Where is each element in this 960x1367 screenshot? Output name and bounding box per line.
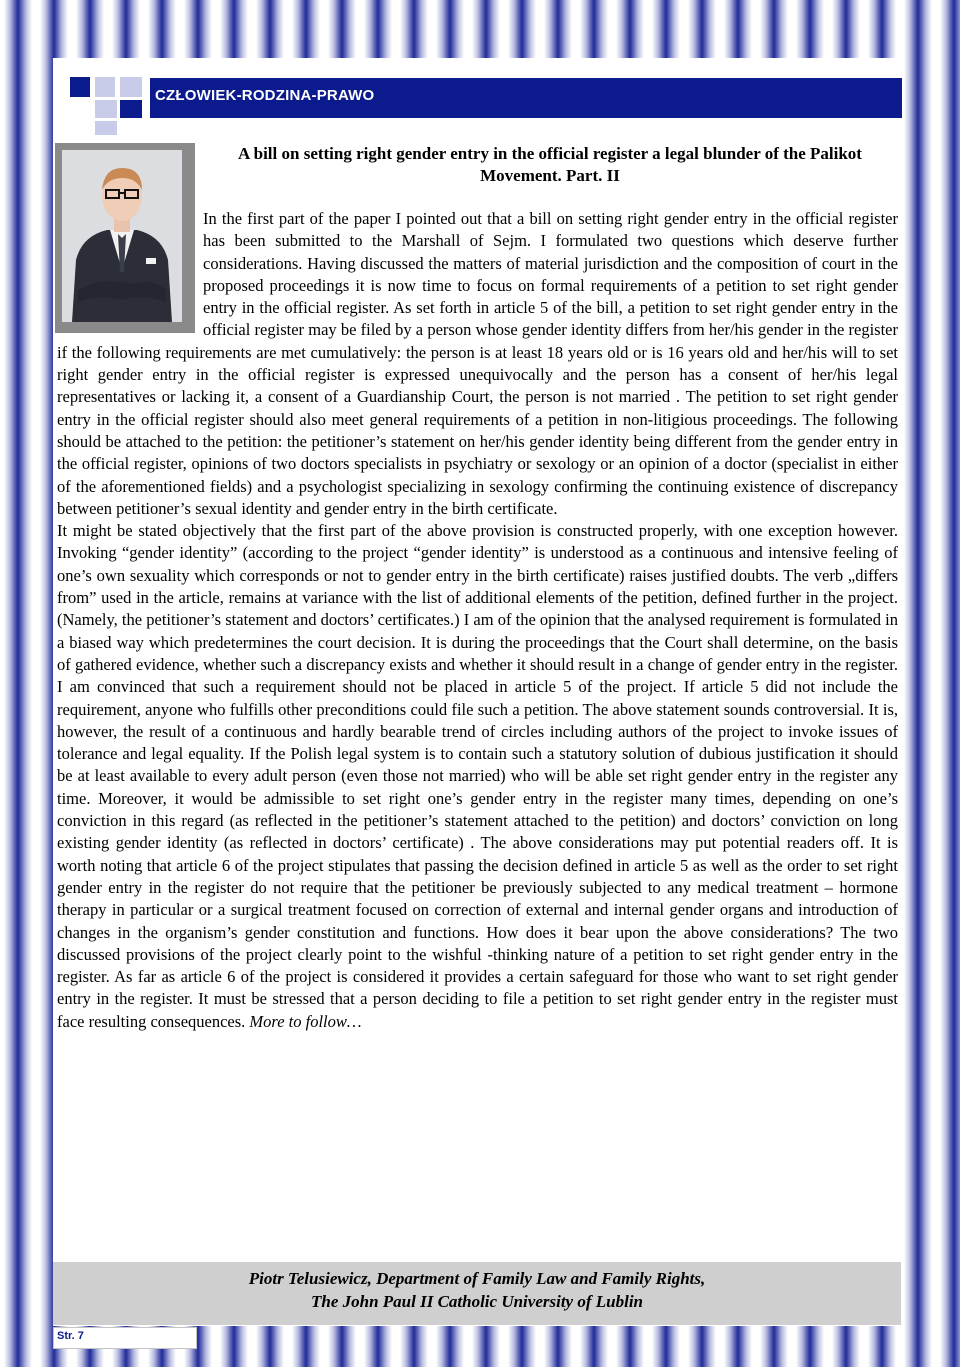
article-paragraph: In the first part of the paper I pointed out that a bill on setting right gender entry in the official register has been submitted to the Marshall of Sejm. I formulated two questions which deserve further considerations. Having discussed the matters of material jurisdiction and the composition of court in the proposed proceedings it is now time to focus on formal requirements of a petition to set right gender entry in the official register. As set forth in article 5 of the bill, a petition to set right gender entry in the official register may be filed by a person whose gender identity differs from her/his gender in the register if the following requirements are met cumulatively: the person is at least 18 years old or is 16 years old and her/his will to set right gender entry in the official register is expressed unequivocally and the person has a consent of her/his legal representatives or lacking it, a consent of a Guardianship Court, the person is not married . The petition to set right gender entry in the official register should also meet general requirements of a petition in non-litigious proceedings. The following should be attached to the petition: the petitioner’s statement on her/his gender identity being different from the gender entry in the official register, opinions of two doctors specialists in psychiatry or sexology or an opinion of a doctor (specialist in either of the aforementioned fields) and a psychologist specializing in sexology confirming the continuing existence of discrepancy between petitioner’s sexual identity and gender entry in the birth certificate. xyxy=(57,209,898,518)
photo-wrap-spacer xyxy=(57,208,203,341)
page-number: Str. 7 xyxy=(57,1330,84,1342)
section-title: CZŁOWIEK-RODZINA-PRAWO xyxy=(155,87,375,104)
article-paragraph xyxy=(57,520,898,1033)
author-affiliation: Piotr Telusiewicz, Department of Family Law and Family Rights, xyxy=(248,1269,706,1288)
decorative-square xyxy=(95,77,115,97)
decorative-square xyxy=(120,100,142,118)
article-body xyxy=(57,208,898,1033)
article-title: A bill on setting right gender entry in the official register a legal blunder of the Palikot Movement. Part. II xyxy=(238,144,862,185)
article-paragraph-text: It might be stated objectively that the first part of the above provision is constructed properly, with one exception however. Invoking “gender identity” (according to the project “gender identity” is understood as a continuous and intensive feeling of one’s own sexuality which corresponds or not to gender entry in the birth certificate) raises justified doubts. The verb „differs from” used in the article, remains at variance with the list of additional elements of the petition, defined further in the project. (Namely, the petitioner’s statement and doctors’ certificates.) I am of the opinion that the analysed requirement is formulated in a biased way which predetermines the court decision. It is during the proceedings that the Court shall determine, on the basis of gathered evidence, whether such a discrepancy exists and whether it should result in a change of gender entry in the register. I am convinced that such a requirement should not be placed in article 5 of the project. If article 5 did not include the requirement, anyone who fulfills other preconditions could file such a petition. The above statement sounds controversial. It is, however, the result of a continuous and hardly bearable trend of circles including authors of the project to invoke issues of tolerance and legal equality. If the Polish legal system is to contain such a statutory solution of dubious justification it should be at least available to every adult person (even those not married) who will be able set right gender entry in the register any time. Moreover, it would be admissible to set right one’s gender entry in the register many times, depending on one’s conviction in this regard (as reflected in the petitioner’s statement attached to the petition) and doctors’ conviction on long existing gender identity (as reflected in doctors’ certificate) . The above considerations may put potential readers off. It is worth noting that article 6 of the project stipulates that passing the decision defined in article 5 as well as the order to set right gender entry in the register do not require that the petitioner be previously subjected to any medical treatment – hormone therapy in particular or a surgical treatment focused on correction of external and internal gender organs and introduction of changes in the organism’s gender constitution and functions. How does it bear upon the above considerations? The two discussed provisions of the project clearly point to the wishful -thinking nature of a petition to set right gender entry in the register. As far as article 6 of the project is considered it provides a certain safeguard for those who want to set right gender entry in the register. It must be stressed that a person deciding to file a petition to set right gender entry in the register must face resulting consequences. xyxy=(57,521,898,1031)
decorative-square xyxy=(70,77,90,97)
decorative-square xyxy=(95,100,117,118)
more-to-follow: More to follow… xyxy=(249,1011,362,1031)
decorative-square xyxy=(95,121,117,135)
decorative-square xyxy=(120,77,142,97)
author-university: The John Paul II Catholic University of Lublin xyxy=(310,1292,643,1311)
